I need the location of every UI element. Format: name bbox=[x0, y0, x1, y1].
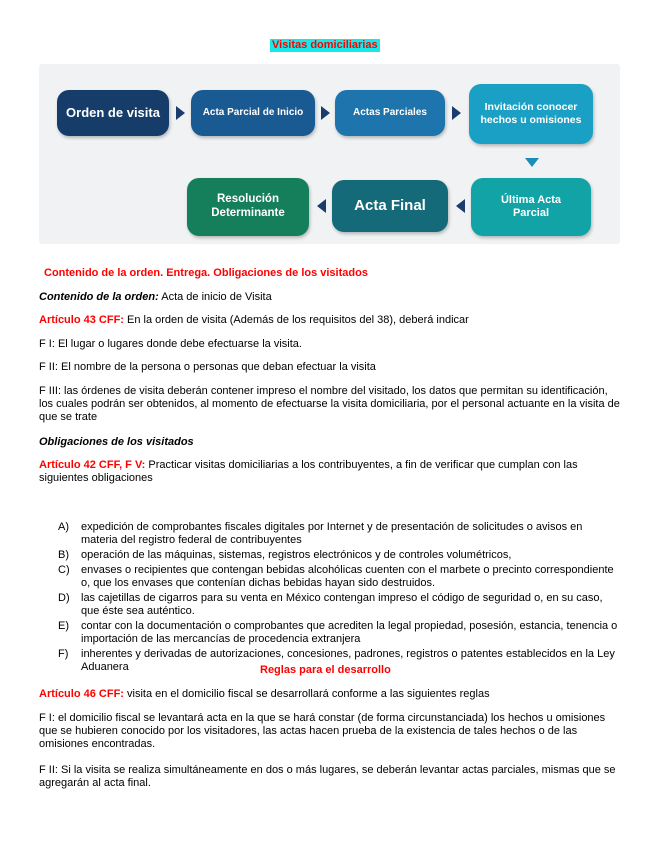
step-label: Resolución Determinante bbox=[211, 193, 285, 219]
article-43-text: En la orden de visita (Además de los requisitos del 38), deberá indicar bbox=[123, 314, 469, 326]
list-item-label: F) bbox=[58, 648, 69, 660]
page-title: Visitas domiciliarias bbox=[272, 39, 378, 51]
arrow-right-icon bbox=[321, 106, 330, 120]
step-label: Acta Final bbox=[354, 197, 426, 214]
list-item-text: inherentes y derivadas de autorizaciones, concesiones, padrones, registros o patentes establecidos en la Ley Aduanera bbox=[81, 648, 615, 673]
list-item-label: B) bbox=[58, 549, 69, 561]
article-46-fraccion-ii: F II: Si la visita se realiza simultáneamente en dos o más lugares, se deberán levantar actas parciales, mismas que se agregarán al acta final. bbox=[39, 764, 616, 789]
list-item bbox=[58, 564, 618, 590]
article-42-ref: Artículo 42 CFF, F V: bbox=[39, 459, 146, 471]
list-item-label: D) bbox=[58, 592, 70, 604]
list-item-text: expedición de comprobantes fiscales digitales por Internet y de presentación de solicitudes o avisos en materia del registro federal de contribuyentes bbox=[81, 521, 583, 546]
list-item-text: operación de las máquinas, sistemas, registros electrónicos y de controles volumétricos, bbox=[81, 549, 512, 561]
step-acta-parcial-inicio bbox=[191, 90, 315, 136]
step-actas-parciales bbox=[335, 90, 445, 136]
arrow-right-icon bbox=[452, 106, 461, 120]
article-43-line bbox=[39, 314, 469, 327]
fraccion-iii: F III: las órdenes de visita deberán contener impreso el nombre del visitado, los datos que permitan su identificación, los cuales podrán ser obtenidos, al momento de efectuarse la visita domiciliaria, por el personal actuante en la visita de que se trate bbox=[39, 385, 620, 423]
list-item-label: C) bbox=[58, 564, 70, 576]
step-label: Actas Parciales bbox=[353, 107, 427, 118]
article-46-fraccion-i: F I: el domicilio fiscal se levantará acta en la que se hará constar (de forma circunstanciada) los hechos u omisiones que se hubieren conocido por los visitadores, las actas hacen prueba de la existencia de tales hechos o de las omisiones encontradas. bbox=[39, 712, 606, 750]
arrow-left-icon bbox=[317, 199, 326, 213]
step-label: Orden de visita bbox=[66, 105, 160, 121]
obligations-list bbox=[58, 521, 618, 676]
article-42-paragraph bbox=[39, 459, 621, 485]
arrow-right-icon bbox=[176, 106, 185, 120]
list-item-text: las cajetillas de cigarros para su venta en México contengan impreso el código de seguridad o, en su caso, que éste sea auténtico. bbox=[81, 592, 603, 617]
step-label: Última Acta Parcial bbox=[500, 193, 562, 219]
list-item bbox=[58, 620, 618, 646]
list-item bbox=[58, 549, 618, 562]
step-ultima-acta-parcial bbox=[471, 178, 591, 236]
arrow-down-icon bbox=[525, 158, 539, 167]
list-item-label: A) bbox=[58, 521, 69, 533]
arrow-left-icon bbox=[456, 199, 465, 213]
list-item-label: E) bbox=[58, 620, 69, 632]
list-item bbox=[58, 592, 618, 618]
step-resolucion-determinante bbox=[187, 178, 309, 236]
obligaciones-heading: Obligaciones de los visitados bbox=[39, 436, 194, 448]
step-label: Invitación conocer hechos u omisiones bbox=[480, 101, 582, 126]
article-46-text: visita en el domicilio fiscal se desarrollará conforme a las siguientes reglas bbox=[123, 688, 490, 700]
step-invitacion bbox=[469, 84, 593, 144]
list-item-text: contar con la documentación o comprobantes que acrediten la legal propiedad, posesión, estancia, tenencia o importación de las mercancías de procedencia extranjera bbox=[81, 620, 618, 645]
article-43-ref: Artículo 43 CFF: bbox=[39, 314, 124, 326]
section-heading-reglas: Reglas para el desarrollo bbox=[260, 664, 391, 676]
process-diagram bbox=[39, 64, 620, 244]
list-item-text: envases o recipientes que contengan bebidas alcohólicas cuenten con el marbete o precinto correspondiente o, que los envases que contenían dichas bebidas hayan sido destruidos. bbox=[81, 564, 614, 589]
contenido-line bbox=[39, 291, 272, 304]
section-heading-contenido: Contenido de la orden. Entrega. Obligaciones de los visitados bbox=[44, 267, 368, 279]
article-46-line bbox=[39, 688, 490, 701]
contenido-label: Contenido de la orden: bbox=[39, 291, 159, 303]
fraccion-ii: F II: El nombre de la persona o personas que deban efectuar la visita bbox=[39, 361, 376, 373]
step-label: Acta Parcial de Inicio bbox=[202, 107, 304, 118]
article-42-text: Practicar visitas domiciliarias a los contribuyentes, a fin de verificar que cumplan con las siguientes obligaciones bbox=[39, 459, 578, 484]
step-acta-final bbox=[332, 180, 448, 232]
article-46-ref: Artículo 46 CFF: bbox=[39, 688, 124, 700]
step-orden-de-visita bbox=[57, 90, 169, 136]
list-item bbox=[58, 521, 618, 547]
contenido-text: Acta de inicio de Visita bbox=[158, 291, 272, 303]
fraccion-i: F I: El lugar o lugares donde debe efectuarse la visita. bbox=[39, 338, 302, 350]
